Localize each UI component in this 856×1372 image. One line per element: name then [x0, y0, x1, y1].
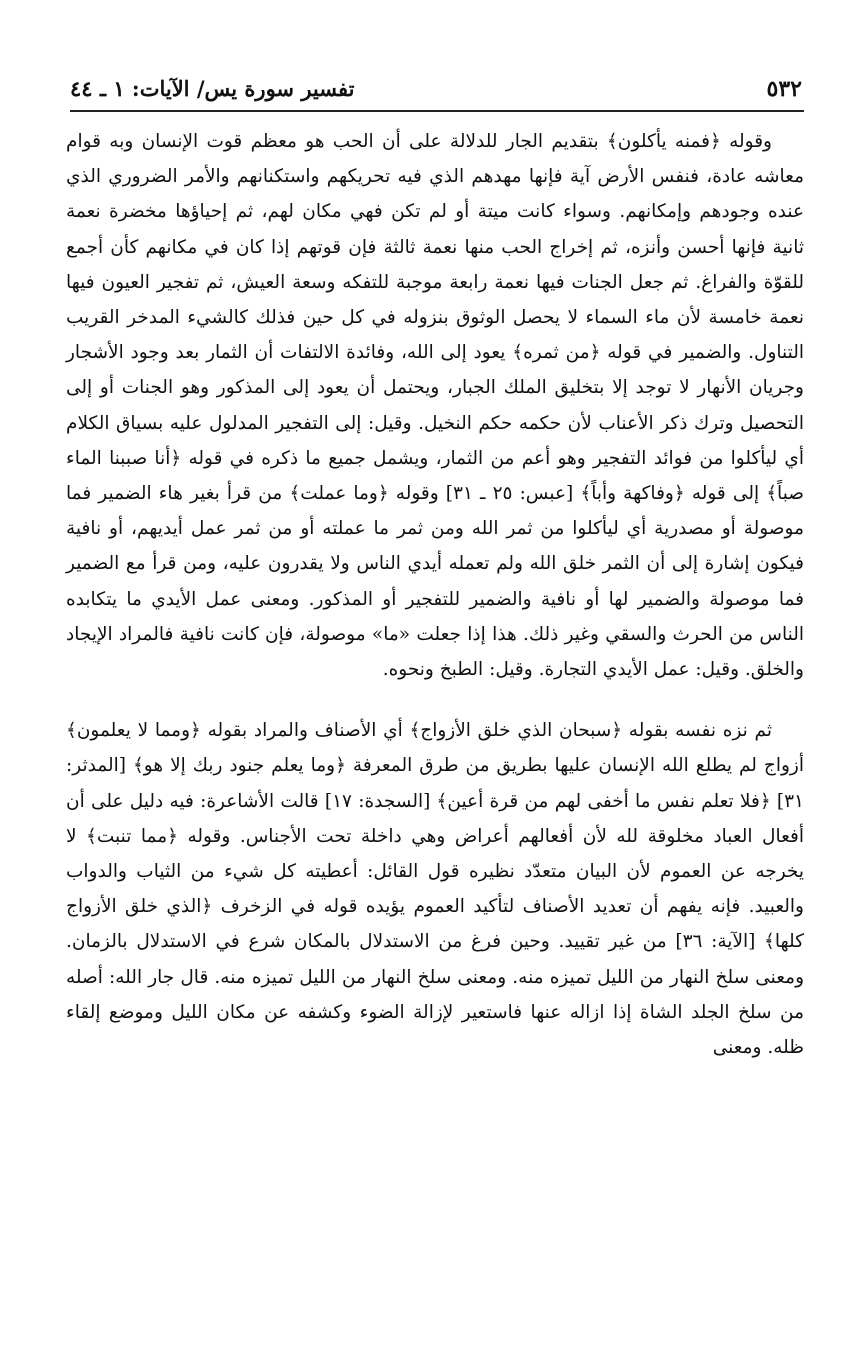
- paragraph-1: وقوله ﴿فمنه يأكلون﴾ بتقديم الجار للدلالة على أن الحب هو معظم قوت الإنسان وبه قوام معاشه عادة، فنفس الأرض آية فإنها مهدهم الذي فيه تحريكهم واستكنانهم والأمر الضروري الذي عنده وجودهم وإمكانهم. وسواء كانت ميتة أو لم تكن فهي مكان لهم، ثم إحياؤها مخضرة نعمة ثانية فإنها أحسن وأنزه، ثم إخراج الحب منها نعمة ثالثة فإن قوتهم إذا كان في مكانهم كأن أجمع للقوّة والفراغ. ثم جعل الجنات فيها نعمة رابعة موجبة للتفكه وسعة العيش، ثم تفجير العيون فيها نعمة خامسة لأن ماء السماء لا يحصل الوثوق بنزوله في كل حين فذلك كالشيء المدخر القريب التناول. والضمير في قوله ﴿من ثمره﴾ يعود إلى الله، وفائدة الالتفات أن الثمار بعد وجود الأشجار وجريان الأنهار لا توجد إلا بتخليق الملك الجبار، ويحتمل أن يعود إلى المذكور وهو الجنات أو إلى التحصيل وترك ذكر الأعناب لأن حكمه حكم النخيل. وقيل: إلى التفجير المدلول عليه بسياق الكلام أي ليأكلوا من فوائد التفجير وهو أعم من الثمار، ويشمل جميع ما ذكره في قوله ﴿أنا صببنا الماء صباً﴾ إلى قوله ﴿وفاكهة وأباً﴾ [عبس: ٢٥ ـ ٣١] وقوله ﴿وما عملت﴾ من قرأ بغير هاء الضمير فما موصولة أو مصدرية أي ليأكلوا من ثمر الله ومن ثمر ما عملته أو من ثمر عمل أيديهم، أو نافية فيكون إشارة إلى أن الثمر خلق الله ولم تعمله أيدي الناس ولا يقدرون عليه، ومن قرأ مع الضمير فما موصولة والضمير لها أو نافية والضمير للتفجير أو المذكور. ومعنى عمل الأيدي ما يتكابده الناس من الحرث والسقي وغير ذلك. هذا إذا جعلت «ما» موصولة، فإن كانت نافية فالمراد الإيجاد والخلق. وقيل: عمل الأيدي التجارة. وقيل: الطبخ ونحوه.: [66, 131, 804, 681]
- page-header: [70, 74, 802, 108]
- header-rule: [70, 110, 804, 112]
- paragraph-gap: [66, 687, 804, 713]
- body-text: [66, 124, 804, 1065]
- page-number: ٥٣٢: [766, 76, 802, 102]
- paragraph-2: ثم نزه نفسه بقوله ﴿سبحان الذي خلق الأزواج﴾ أي الأصناف والمراد بقوله ﴿ومما لا يعلمون﴾ أزواج لم يطلع الله الإنسان عليها بطريق من طرق المعرفة ﴿وما يعلم جنود ربك إلا هو﴾ [المدثر: ٣١] ﴿فلا تعلم نفس ما أخفى لهم من قرة أعين﴾ [السجدة: ١٧] قالت الأشاعرة: فيه دليل على أن أفعال العباد مخلوقة لله لأن أفعالهم أعراض وهي داخلة تحت الأجناس. وقوله ﴿مما تنبت﴾ لا يخرجه عن العموم لأن البيان متعدّد نظيره قول القائل: أعطيته كل شيء من الثياب والدواب والعبيد. فإنه يفهم أن تعديد الأصناف لتأكيد العموم يؤيده قوله في الزخرف ﴿الذي خلق الأزواج كلها﴾ [الآية: ٣٦] من غير تقييد. وحين فرغ من الاستدلال بالمكان شرع في الاستدلال بالزمان. ومعنى سلخ النهار من الليل تميزه منه. ومعنى سلخ النهار من الليل تميزه منه. قال جار الله: أصله من سلخ الجلد الشاة إذا ازاله عنها فاستعير لإزالة الضوء وكشفه عن مكان الليل وموضع إلقاء ظله. ومعنى: [66, 720, 804, 1059]
- running-title: تفسير سورة يس/ الآيات: ١ ـ ٤٤: [70, 76, 355, 101]
